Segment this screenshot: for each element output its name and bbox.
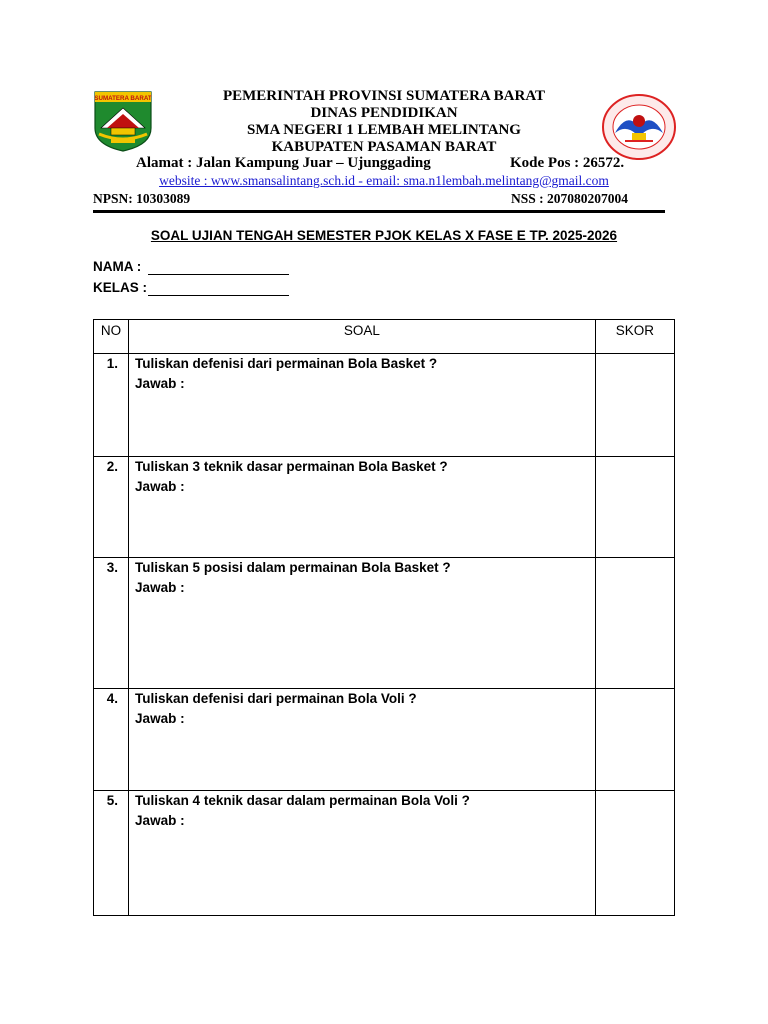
- question-text: Tuliskan defenisi dari permainan Bola Basket ?: [135, 356, 438, 371]
- exam-title: SOAL UJIAN TENGAH SEMESTER PJOK KELAS X FASE E TP. 2025-2026: [150, 228, 618, 243]
- website-email-link[interactable]: website : www.smansalintang.sch.id - email: sma.n1lembah.melintang@gmail.com: [159, 173, 609, 188]
- answer-label: Jawab :: [135, 479, 185, 494]
- left-logo-text: SUMATERA BARAT: [94, 95, 152, 102]
- score-cell[interactable]: [595, 354, 674, 457]
- address-text: Alamat : Jalan Kampung Juar – Ujunggading: [136, 155, 431, 171]
- table-row: [94, 689, 675, 791]
- question-cell: [129, 689, 596, 791]
- row-number: 4.: [94, 689, 129, 791]
- table-header-row: [94, 320, 675, 354]
- score-cell[interactable]: [595, 558, 674, 689]
- regency-name: KABUPATEN PASAMAN BARAT: [271, 139, 497, 155]
- question-cell: [129, 558, 596, 689]
- nss-number: NSS : 207080207004: [511, 191, 629, 206]
- answer-label: Jawab :: [135, 813, 185, 828]
- question-text: Tuliskan defenisi dari permainan Bola Voli ?: [135, 691, 417, 706]
- score-cell[interactable]: [595, 791, 674, 916]
- row-number: 2.: [94, 457, 129, 558]
- row-number: 5.: [94, 791, 129, 916]
- row-number: 3.: [94, 558, 129, 689]
- npsn-number: NPSN: 10303089: [93, 191, 191, 206]
- postal-code: Kode Pos : 26572.: [510, 155, 625, 171]
- class-label: KELAS :: [93, 280, 147, 295]
- table-row: [94, 457, 675, 558]
- class-blank-line[interactable]: [148, 295, 289, 296]
- contact-line: [0, 173, 768, 189]
- header-score: SKOR: [595, 320, 674, 354]
- table-row: [94, 354, 675, 457]
- name-label: NAMA :: [93, 259, 142, 274]
- score-cell[interactable]: [595, 689, 674, 791]
- header-question: SOAL: [129, 320, 596, 354]
- table-row: [94, 791, 675, 916]
- question-text: Tuliskan 3 teknik dasar permainan Bola Basket ?: [135, 459, 448, 474]
- name-blank-line[interactable]: [148, 274, 289, 275]
- header-no: NO: [94, 320, 129, 354]
- name-field: [93, 259, 147, 275]
- score-cell[interactable]: [595, 457, 674, 558]
- question-cell: [129, 791, 596, 916]
- table-row: [94, 558, 675, 689]
- answer-label: Jawab :: [135, 376, 185, 391]
- question-text: Tuliskan 4 teknik dasar dalam permainan Bola Voli ?: [135, 793, 470, 808]
- question-table: [93, 319, 675, 916]
- row-number: 1.: [94, 354, 129, 457]
- answer-label: Jawab :: [135, 711, 185, 726]
- question-cell: [129, 457, 596, 558]
- school-name: SMA NEGERI 1 LEMBAH MELINTANG: [247, 122, 521, 138]
- header-divider: [93, 210, 665, 213]
- dept-heading: DINAS PENDIDIKAN: [310, 105, 458, 121]
- answer-label: Jawab :: [135, 580, 185, 595]
- question-text: Tuliskan 5 posisi dalam permainan Bola Basket ?: [135, 560, 451, 575]
- gov-heading: PEMERINTAH PROVINSI SUMATERA BARAT: [222, 88, 546, 104]
- class-field: [93, 280, 147, 296]
- question-cell: [129, 354, 596, 457]
